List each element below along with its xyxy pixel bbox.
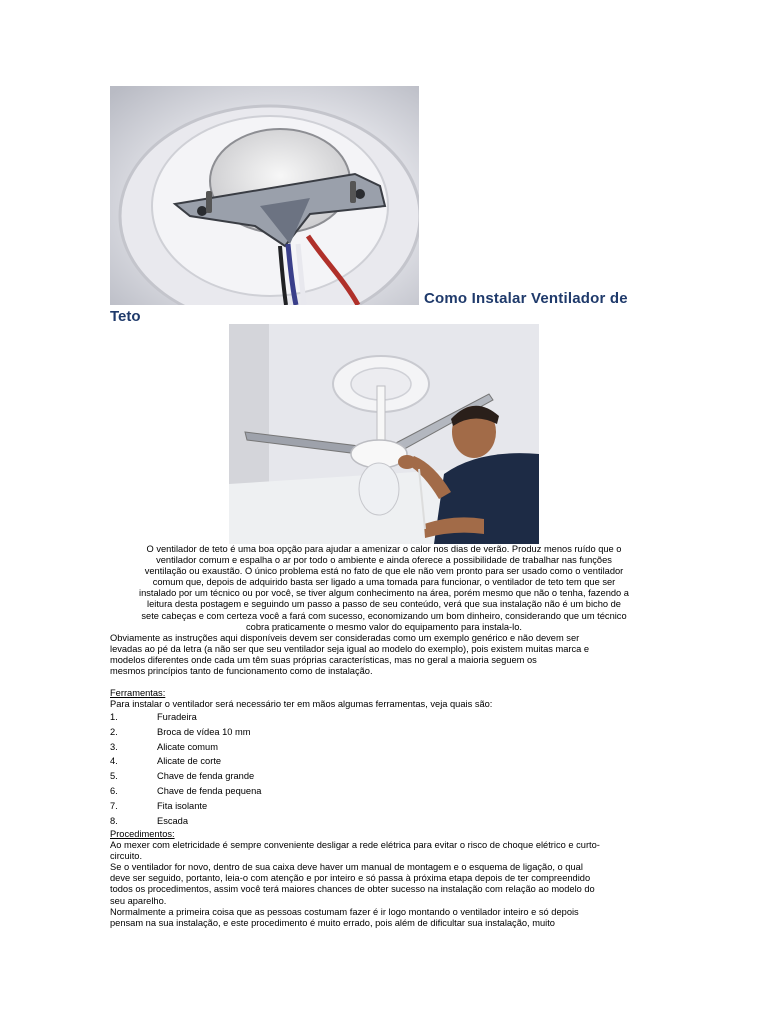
list-item xyxy=(110,755,658,770)
procedures-line: circuito. xyxy=(110,851,143,862)
procedures-heading: Procedimentos: xyxy=(110,829,175,839)
item-number: 1. xyxy=(110,712,118,723)
observation-paragraph xyxy=(110,633,658,677)
list-item xyxy=(110,784,658,799)
item-number: 6. xyxy=(110,786,118,797)
item-label: Broca de vídea 10 mm xyxy=(157,726,251,737)
list-item xyxy=(110,725,658,740)
intro-line: instalado por um técnico ou por você, se tiver algum conhecimento na área, porém mesmo que não o tenha, fazendo a xyxy=(139,588,629,599)
intro-paragraph xyxy=(110,544,658,633)
list-item xyxy=(110,799,658,814)
item-label: Chave de fenda grande xyxy=(157,771,255,782)
procedures-line: pensam na sua instalação, e este procedimento é muito errado, pois além de dificultar sua instalação, muito xyxy=(110,917,555,928)
item-label: Chave de fenda pequena xyxy=(157,786,262,797)
intro-line: leitura desta postagem e seguindo um passo a passo de seu conteúdo, verá que sua instalação não é um bicho de xyxy=(147,599,621,610)
procedures-line: seu aparelho. xyxy=(110,895,167,906)
procedures-line: Se o ventilador for novo, dentro de sua caixa deve haver um manual de montagem e o esquema de ligação, o qual xyxy=(110,862,583,873)
tools-section xyxy=(110,688,658,829)
observation-line: mesmos princípios tanto de funcionamento como de instalação. xyxy=(110,666,373,677)
observation-line: modelos diferentes onde cada um têm suas próprias características, mas no geral a maioria seguem os xyxy=(110,655,537,666)
item-number: 4. xyxy=(110,756,118,767)
intro-line: cobra praticamente o mesmo valor do equipamento para instala-lo. xyxy=(246,621,522,632)
item-label: Escada xyxy=(157,815,189,826)
list-item xyxy=(110,769,658,784)
item-label: Alicate de corte xyxy=(157,756,222,767)
item-label: Furadeira xyxy=(157,712,197,723)
tools-list xyxy=(110,710,658,828)
tools-intro: Para instalar o ventilador será necessário ter em mãos algumas ferramentas, veja quais são: xyxy=(110,699,493,710)
intro-line: O ventilador de teto é uma boa opção para ajudar a amenizar o calor nos dias de verão. Produz menos ruído que o xyxy=(146,544,622,554)
item-number: 5. xyxy=(110,771,118,782)
intro-line: sete cabeças e com certeza você a fará com sucesso, economizando um bom dinheiro, considerando que um técnico xyxy=(141,610,627,621)
page-title: Como Instalar Ventilador de xyxy=(424,290,628,307)
procedures-line: Normalmente a primeira coisa que as pessoas costumam fazer é ir logo montando o ventilador inteiro e só depois xyxy=(110,906,579,917)
observation-line: levadas ao pé da letra (a não ser que seu ventilador seja igual ao modelo do exemplo), pois existem muitas marca e xyxy=(110,644,590,655)
list-item xyxy=(110,740,658,755)
installation-photo xyxy=(229,324,539,544)
item-label: Alicate comum xyxy=(157,741,218,752)
intro-line: ventilador comum e espalha o ar por todo o ambiente e ainda oferece a possibilidade de trabalhar nas funções xyxy=(156,555,612,566)
observation-line: Obviamente as instruções aqui disponíveis devem ser consideradas como um exemplo genérico e não devem ser xyxy=(110,633,580,643)
item-number: 8. xyxy=(110,815,118,826)
intro-line: comum que, depois de adquirido basta ser ligado a uma tomada para funcionar, o ventilador de teto tem que ser xyxy=(152,577,616,588)
procedures-line: todos os procedimentos, assim você terá maiores chances de obter sucesso na instalação com relação ao modelo do xyxy=(110,884,595,895)
procedures-section xyxy=(110,829,658,929)
list-item xyxy=(110,814,658,829)
intro-line: ventilação ou exaustão. O único problema está no fato de que ele não vem pronto para ser usado como o ventilador xyxy=(144,566,624,577)
bracket-photo xyxy=(110,86,419,305)
item-number: 2. xyxy=(110,726,118,737)
item-number: 3. xyxy=(110,741,118,752)
page-title-continued: Teto xyxy=(110,308,141,325)
list-item xyxy=(110,710,658,725)
tools-heading: Ferramentas: xyxy=(110,688,166,698)
procedures-line: Ao mexer com eletricidade é sempre conveniente desligar a rede elétrica para evitar o risco de choque elétrico e curto- xyxy=(110,840,600,851)
item-number: 7. xyxy=(110,800,118,811)
item-label: Fita isolante xyxy=(157,800,208,811)
procedures-line: deve ser seguido, portanto, leia-o com atenção e por inteiro e só passa à próxima etapa depois de ter compreendido xyxy=(110,873,591,884)
